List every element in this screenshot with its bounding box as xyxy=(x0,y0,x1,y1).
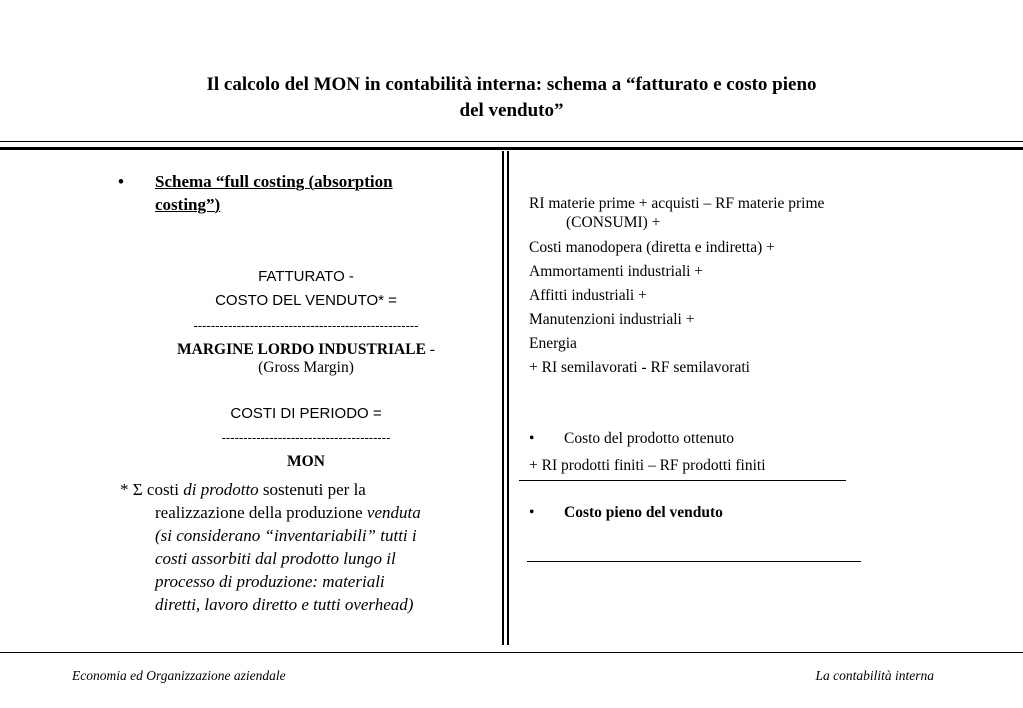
cost-item-manodopera: Costi manodopera (diretta e indiretta) + xyxy=(529,239,775,256)
cost-item-consumi-line-1: RI materie prime + acquisti – RF materie prime xyxy=(529,195,825,212)
cost-item-consumi-line-2: (CONSUMI) + xyxy=(566,214,661,231)
costi-periodo-line: COSTI DI PERIODO = xyxy=(230,405,382,422)
footer-course-name: Economia ed Organizzazione aziendale xyxy=(72,668,286,683)
cost-item-ammortamenti: Ammortamenti industriali + xyxy=(529,263,704,280)
ri-prodotti-finiti-line: + RI prodotti finiti – RF prodotti finiti xyxy=(529,457,766,474)
mon-label: MON xyxy=(287,453,325,470)
footnote-line-5: processo di produzione: materiali xyxy=(155,572,385,591)
footnote-line-3: (si considerano “inventariabili” tutti i xyxy=(155,526,417,545)
title-line-2: del venduto” xyxy=(459,100,564,121)
costo-pieno-item xyxy=(529,504,869,528)
footnote-line-2-text: realizzazione della produzione xyxy=(155,503,367,522)
title-line-1: Il calcolo del MON in contabilità interna: schema a “fatturato e costo pieno xyxy=(206,74,817,95)
footnote-after: sostenuti per la xyxy=(258,480,366,499)
costo-prodotto-label: Costo del prodotto ottenuto xyxy=(564,430,735,447)
margine-label: MARGINE LORDO INDUSTRIALE xyxy=(177,341,426,358)
footnote-prefix: * Σ costi xyxy=(120,480,184,499)
footer-section-name: La contabilità interna xyxy=(815,668,934,683)
underline-rule xyxy=(519,480,846,481)
margine-line xyxy=(120,341,492,359)
cost-item-consumi xyxy=(529,194,909,232)
gross-margin-label: (Gross Margin) xyxy=(258,359,354,376)
margine-suffix: - xyxy=(425,341,435,358)
costo-venduto-line: COSTO DEL VENDUTO* = xyxy=(215,292,397,309)
cost-item-energia: Energia xyxy=(529,335,577,352)
bullet-icon: • xyxy=(529,504,535,521)
separator-dashes-2: --------------------------------------- xyxy=(221,430,391,445)
footnote-line-4: costi assorbiti dal prodotto lungo il xyxy=(155,549,396,568)
title-rule-thick xyxy=(0,147,1023,150)
fatturato-line: FATTURATO - xyxy=(258,268,354,285)
cost-item-manutenzioni: Manutenzioni industriali + xyxy=(529,311,695,328)
schema-heading-line-2: costing”) xyxy=(155,195,221,214)
footnote-italic-prodotto: di prodotto xyxy=(183,480,259,499)
footnote xyxy=(120,478,492,616)
column-divider-right xyxy=(507,151,509,645)
bullet-icon: • xyxy=(118,172,124,191)
cost-item-affitti: Affitti industriali + xyxy=(529,287,647,304)
footnote-line-6: diretti, lavoro diretto e tutti overhead) xyxy=(155,595,414,614)
bottom-result-rule xyxy=(527,561,861,562)
cost-item-semilavorati: + RI semilavorati - RF semilavorati xyxy=(529,359,750,376)
footnote-line-1 xyxy=(120,478,492,501)
footer-rule xyxy=(0,652,1023,653)
footnote-italic-venduta: venduta xyxy=(366,503,421,522)
costo-pieno-label: Costo pieno del venduto xyxy=(564,504,723,521)
page-title xyxy=(0,72,1023,124)
column-divider-left xyxy=(502,151,504,645)
schema-heading xyxy=(118,170,468,216)
footnote-line-2 xyxy=(155,501,492,524)
schema-heading-line-1: Schema “full costing (absorption xyxy=(155,172,393,191)
title-rule-thin xyxy=(0,141,1023,142)
bullet-icon: • xyxy=(529,430,535,447)
separator-dashes-1: ---------------------------------------------------- xyxy=(193,318,419,333)
costo-prodotto-item xyxy=(529,430,869,454)
